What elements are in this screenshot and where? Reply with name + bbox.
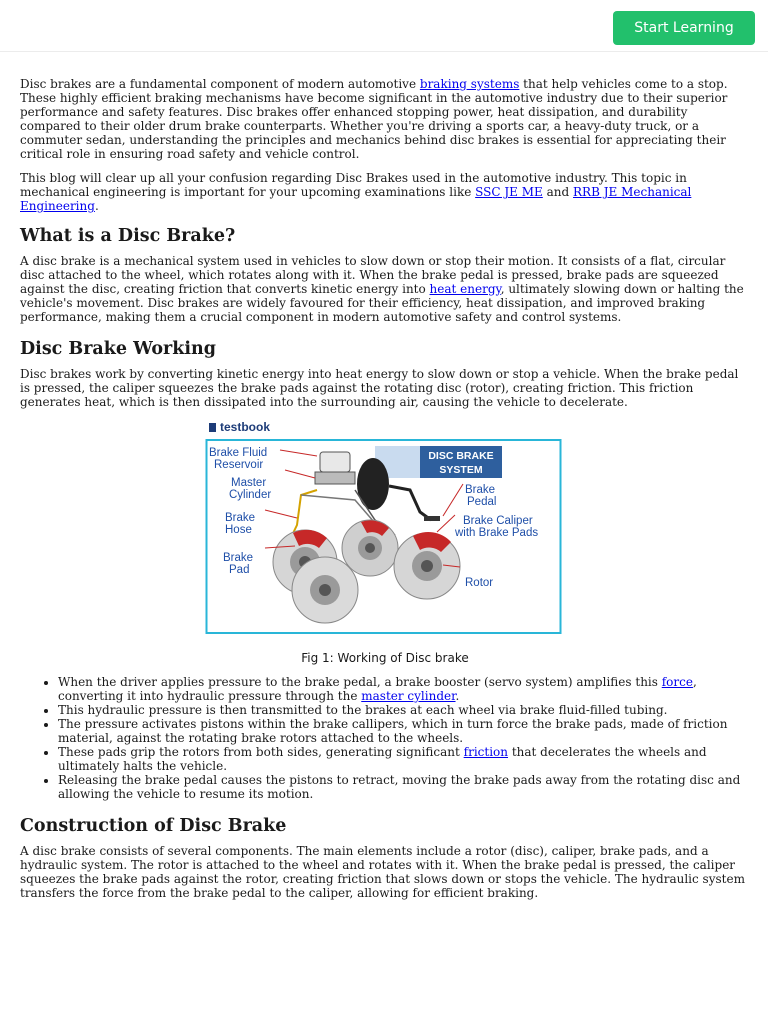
intro-text: and [542, 185, 574, 200]
heading-disc-brake-working: Disc Brake Working [20, 338, 216, 359]
intro-text: . [94, 199, 99, 214]
brake-booster-shape [357, 458, 389, 510]
rotor-front-right [342, 520, 398, 576]
reservoir-shape [320, 452, 350, 472]
list-item: • The pressure activates pistons within the brake callipers, which in turn force the brake pads, made of friction material, against the rotating brake rotors attached to the wheels. [58, 718, 750, 746]
figure-caption: Fig 1: Working of Disc brake [301, 651, 469, 666]
label-pad-1: Brake [223, 552, 254, 565]
heat-energy-link[interactable]: heat energy [429, 281, 501, 296]
friction-link[interactable]: friction [463, 744, 509, 759]
list-item: • This hydraulic pressure is then transmitted to the brakes at each wheel via brake fluid-filled tubing. [58, 704, 750, 718]
label-pedal-1: Brake [465, 484, 496, 497]
figure-title-line2: SYSTEM [439, 464, 483, 477]
disc-brake-figure [20, 420, 750, 666]
label-hose-1: Brake [225, 512, 256, 525]
master-cylinder-shape [315, 472, 355, 484]
testbook-brand: testbook [220, 420, 271, 435]
list-item [58, 676, 750, 704]
ssc-je-me-link[interactable]: SSC JE ME [475, 185, 543, 200]
list-item-text: These pads grip the rotors from both sides, generating significant [58, 744, 464, 759]
figure-image [205, 420, 565, 638]
intro-paragraph-2 [20, 172, 750, 214]
label-master-2: Cylinder [229, 489, 272, 502]
start-learning-button[interactable]: Start Learning [613, 11, 755, 45]
intro-text: This blog will clear up all your confusion regarding Disc Brakes used in the automotive industry. This topic in mechanical engineering is important for your upcoming examinations like [20, 171, 687, 200]
list-item [58, 746, 750, 774]
disc-brake-diagram [205, 420, 565, 638]
construction-paragraph: A disc brake consists of several components. The main elements include a rotor (disc), caliper, brake pads, and a hydraulic system. The rotor is attached to the wheel and rotates with it. When the brake pedal is pressed, the caliper squeezes the brake pads against the rotor, creating friction that slows down or stops the vehicle. The hydraulic system transfers the force from the brake pedal to the caliper, allowing for efficient braking. [20, 844, 745, 901]
label-caliper-1: Brake Caliper [463, 515, 533, 528]
master-cylinder-link[interactable]: master cylinder [361, 689, 456, 704]
list-item-text: . [455, 689, 460, 704]
working-steps-list [20, 676, 750, 801]
force-link[interactable]: force [661, 675, 693, 690]
what-text: , ultimately slowing down or halting the vehicle's movement. Disc brakes are widely favoured for their efficiency, heat dissipation, and improved braking performance, making them a crucial component in modern automotive safety and control systems. [20, 281, 744, 324]
label-pedal-2: Pedal [467, 496, 497, 509]
what-paragraph [20, 255, 750, 325]
label-reservoir-2: Reservoir [214, 459, 264, 472]
working-paragraph: Disc brakes work by converting kinetic energy into heat energy to slow down or stop a vehicle. When the brake pedal is pressed, the caliper squeezes the brake pads against the rotating disc (rotor), creating friction. This friction generates heat, which is then dissipated into the surrounding air, causing the vehicle to decelerate. [20, 366, 739, 409]
list-item: • Releasing the brake pedal causes the pistons to retract, moving the brake pads away from the rotating disc and allowing the vehicle to resume its motion. [58, 774, 750, 802]
article-body [20, 78, 750, 912]
testbook-logo-icon [209, 423, 216, 432]
heading-what-is-disc-brake: What is a Disc Brake? [20, 226, 236, 247]
list-item-text: When the driver applies pressure to the brake pedal, a brake booster (servo system) amplifies this [58, 675, 662, 690]
list-item-text: that decelerates the wheels and ultimately halts the vehicle. [58, 744, 707, 773]
rotor-rear-left [292, 557, 358, 623]
figure-title-line1: DISC BRAKE [428, 450, 494, 463]
top-bar [0, 0, 768, 52]
label-caliper-2: with Brake Pads [455, 527, 539, 540]
intro-text: that help vehicles come to a stop. These highly efficient braking mechanisms have become significant in the automotive industry due to their superior performance and safety features. Disc brakes offer enhanced stopping power, heat dissipation, and durability compared to their older drum brake counterparts. Whether you're driving a sports car, a heavy-duty truck, or a commuter sedan, understanding the principles and mechanics behind disc brakes is essential for appreciating their critical role in ensuring road safety and vehicle control. [20, 77, 728, 161]
label-master-1: Master [231, 477, 267, 490]
label-reservoir-1: Brake Fluid [209, 447, 268, 460]
label-hose-2: Hose [225, 524, 252, 537]
label-pad-2: Pad [229, 564, 250, 577]
what-text: A disc brake is a mechanical system used in vehicles to slow down or stop their motion. It consists of a flat, circular disc attached to the wheel, which rotates along with it. When the brake pedal is pressed, brake pads are squeezed against the disc, creating friction that converts kinetic energy into [20, 254, 726, 296]
brake-pedal-shape [424, 516, 440, 521]
braking-systems-link[interactable]: braking systems [419, 77, 520, 91]
intro-text: Disc brakes are a fundamental component of modern automotive [20, 77, 420, 91]
heading-construction: Construction of Disc Brake [20, 816, 287, 837]
label-rotor: Rotor [465, 577, 494, 590]
list-item-text: , converting it into hydraulic pressure through the [58, 675, 697, 704]
rrb-je-mechanical-link[interactable]: RRB JE Mechanical Engineering [20, 185, 692, 214]
intro-paragraph-1 [20, 78, 750, 161]
